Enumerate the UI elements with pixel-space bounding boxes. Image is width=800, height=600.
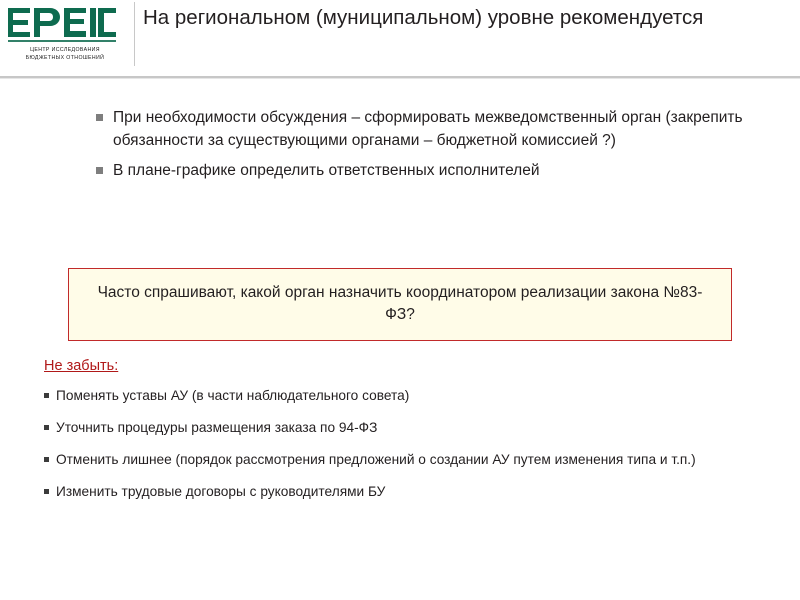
- reminder-item-text: Отменить лишнее (порядок рассмотрения предложений о создании АУ путем изменения типа и т.п.): [56, 452, 696, 467]
- square-bullet-icon: [44, 393, 49, 398]
- logo-mark-icon: [6, 4, 118, 46]
- square-bullet-icon: [44, 457, 49, 462]
- bullet-list: [0, 106, 800, 182]
- logo-caption-line-1: ЦЕНТР ИССЛЕДОВАНИЯ: [30, 47, 100, 53]
- reminder-item-text: Уточнить процедуры размещения заказа по 94-ФЗ: [56, 420, 378, 435]
- reminder-block: [44, 358, 760, 514]
- logo: [6, 4, 134, 70]
- bullet-text: При необходимости обсуждения – сформировать межведомственный орган (закрепить обязанности за существующими органами – бюджетной комиссией ?): [113, 109, 743, 149]
- bullet-text: В плане-графике определить ответственных исполнителей: [113, 162, 540, 179]
- square-bullet-icon: [44, 425, 49, 430]
- callout-box: [68, 268, 732, 341]
- square-bullet-icon: [44, 489, 49, 494]
- callout-text: Часто спрашивают, какой орган назначить координатором реализации закона №83-ФЗ?: [97, 284, 703, 323]
- reminder-item-text: Поменять уставы АУ (в части наблюдательного совета): [56, 388, 410, 403]
- footer-strip: [0, 575, 800, 600]
- header-divider-light: [0, 78, 800, 79]
- list-item: [96, 159, 744, 182]
- square-bullet-icon: [96, 114, 103, 121]
- logo-caption-line-2: БЮДЖЕТНЫХ ОТНОШЕНИЙ: [25, 55, 105, 61]
- reminder-item-text: Изменить трудовые договоры с руководителями БУ: [56, 484, 386, 499]
- list-item: [44, 386, 760, 406]
- list-item: [44, 482, 760, 502]
- title-container: [134, 2, 800, 66]
- list-item: [96, 106, 744, 152]
- page-title: На региональном (муниципальном) уровне рекомендуется: [143, 6, 704, 29]
- list-item: [44, 418, 760, 438]
- square-bullet-icon: [96, 167, 103, 174]
- slide-header: [0, 0, 800, 80]
- reminder-title: Не забыть:: [44, 358, 119, 374]
- list-item: [44, 450, 760, 470]
